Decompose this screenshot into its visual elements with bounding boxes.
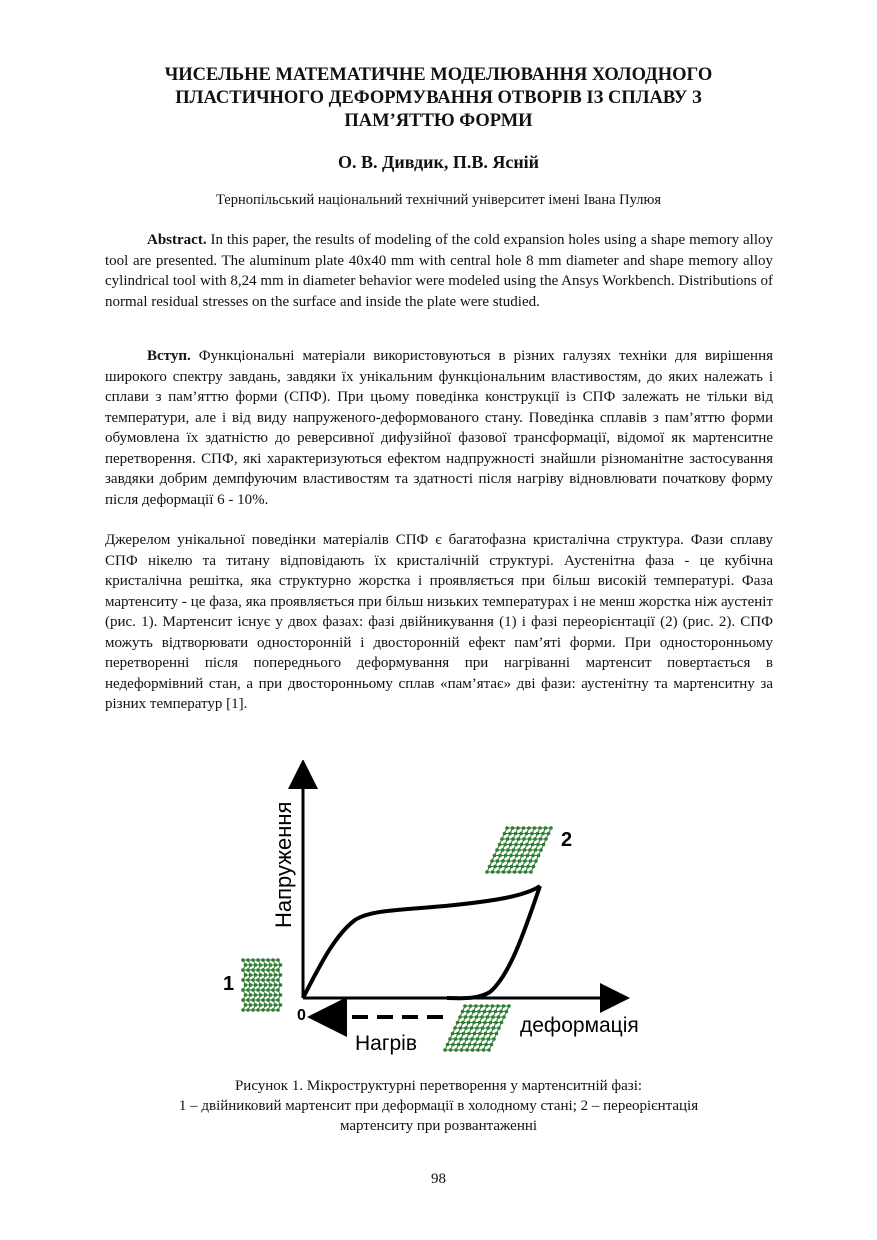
martensite-lattice-icon: [443, 1004, 511, 1052]
twinned-martensite-lattice-icon: [241, 958, 282, 1012]
title-line: ПЛАСТИЧНОГО ДЕФОРМУВАННЯ ОТВОРІВ ІЗ СПЛАВУ З: [175, 88, 702, 108]
y-axis-label: Напруження: [271, 801, 296, 928]
affiliation: Тернопільський національний технічний університет імені Івана Пулюя: [215, 192, 662, 208]
intro-lead: Вступ.: [147, 348, 191, 364]
heat-label: Нагрів: [355, 1032, 418, 1055]
marker-1-label: 1: [223, 973, 235, 995]
caption-line: мартенситу при розвантаженні: [339, 1118, 538, 1134]
authors: О. В. Дивдик, П.В. Ясній: [337, 152, 540, 172]
title-line: ЧИСЕЛЬНЕ МАТЕМАТИЧНЕ МОДЕЛЮВАННЯ ХОЛОДНОГО: [164, 65, 713, 85]
intro-paragraph: [105, 346, 773, 510]
caption-line: 1 – двійниковий мартенсит при деформації в холодному стані; 2 – переорієнтація: [178, 1098, 699, 1114]
origin-label: 0: [297, 1007, 306, 1024]
title-line: ПАМ’ЯТТЮ ФОРМИ: [344, 111, 533, 131]
intro-paragraph-2: Джерелом унікальної поведінки матеріалів СПФ є багатофазна кристалічна структура. Фази сплаву СПФ нікелю та титану відповідають їх кристалічній структурі. Аустенітна фаза - це кубічна кристалічна решітка, яка структурно жорстка і проявляється при більш високій температурі. Фаза мартенситу - це фаза, яка проявляється при більш низьких температурах і не менш жорстка ніж аустеніт (рис. 1). Мартенсит існує у двох фазах: фазі двійникування (1) і фазі переорієнтації (2) (рис. 2). СПФ можуть відтворювати односторонній і двосторонній ефект пам’яті форми. При односторонньому перетворенні після попереднього деформування при нагріванні мартенсит повертається в недеформівний стан, а при двосторонньому сплав «пам’ятає» дві фази: аустенітну та мартенситну за різних температур [1].: [105, 532, 773, 712]
marker-2-label: 2: [561, 829, 573, 851]
intro-text: Функціональні матеріали використовуються в різних галузях техніки для вирішення широкого спектру завдань, завдяки їх унікальним функціональним властивостям, до яких належать і сплави з пам’яттю форми (СПФ). При цьому поведінка конструкції із СПФ залежать не тільки від температури, але і від виду напруженого-деформованого стану. Поведінка сплавів з пам’яттю форми обумовлена їх здатністю до реверсивної дифузійної фазової трансформації, відомої як мартенситне перетворення. СПФ, які характеризуються ефектом надпружності знайшли різноманітне застосування завдяки добрим демпфуючим властивостям та здатності після нагріву відновлювати початкову форму після деформації 6 - 10%.: [105, 348, 773, 508]
reoriented-martensite-lattice-icon: [485, 826, 553, 874]
x-axis-label: деформація: [520, 1014, 639, 1037]
abstract-lead: Abstract.: [147, 232, 207, 248]
figure-caption: [105, 1076, 772, 1136]
abstract-paragraph: [105, 230, 773, 312]
figure-stress-strain: [215, 760, 665, 1065]
page-number: 98: [431, 1171, 446, 1187]
loading-curve: [303, 886, 540, 998]
paper-title: [105, 64, 772, 133]
caption-line: Рисунок 1. Мікроструктурні перетворення у мартенситній фазі:: [234, 1078, 643, 1094]
abstract-text: In this paper, the results of modeling of the cold expansion holes using a shape memory alloy tool are presented. The aluminum plate 40x40 mm with central hole 8 mm diameter and shape memory alloy cylindrical tool with 8,24 mm in diameter behavior were modeled using the Ansys Workbench. Distributions of normal residual stresses on the surface and inside the plate were studied.: [105, 232, 773, 310]
